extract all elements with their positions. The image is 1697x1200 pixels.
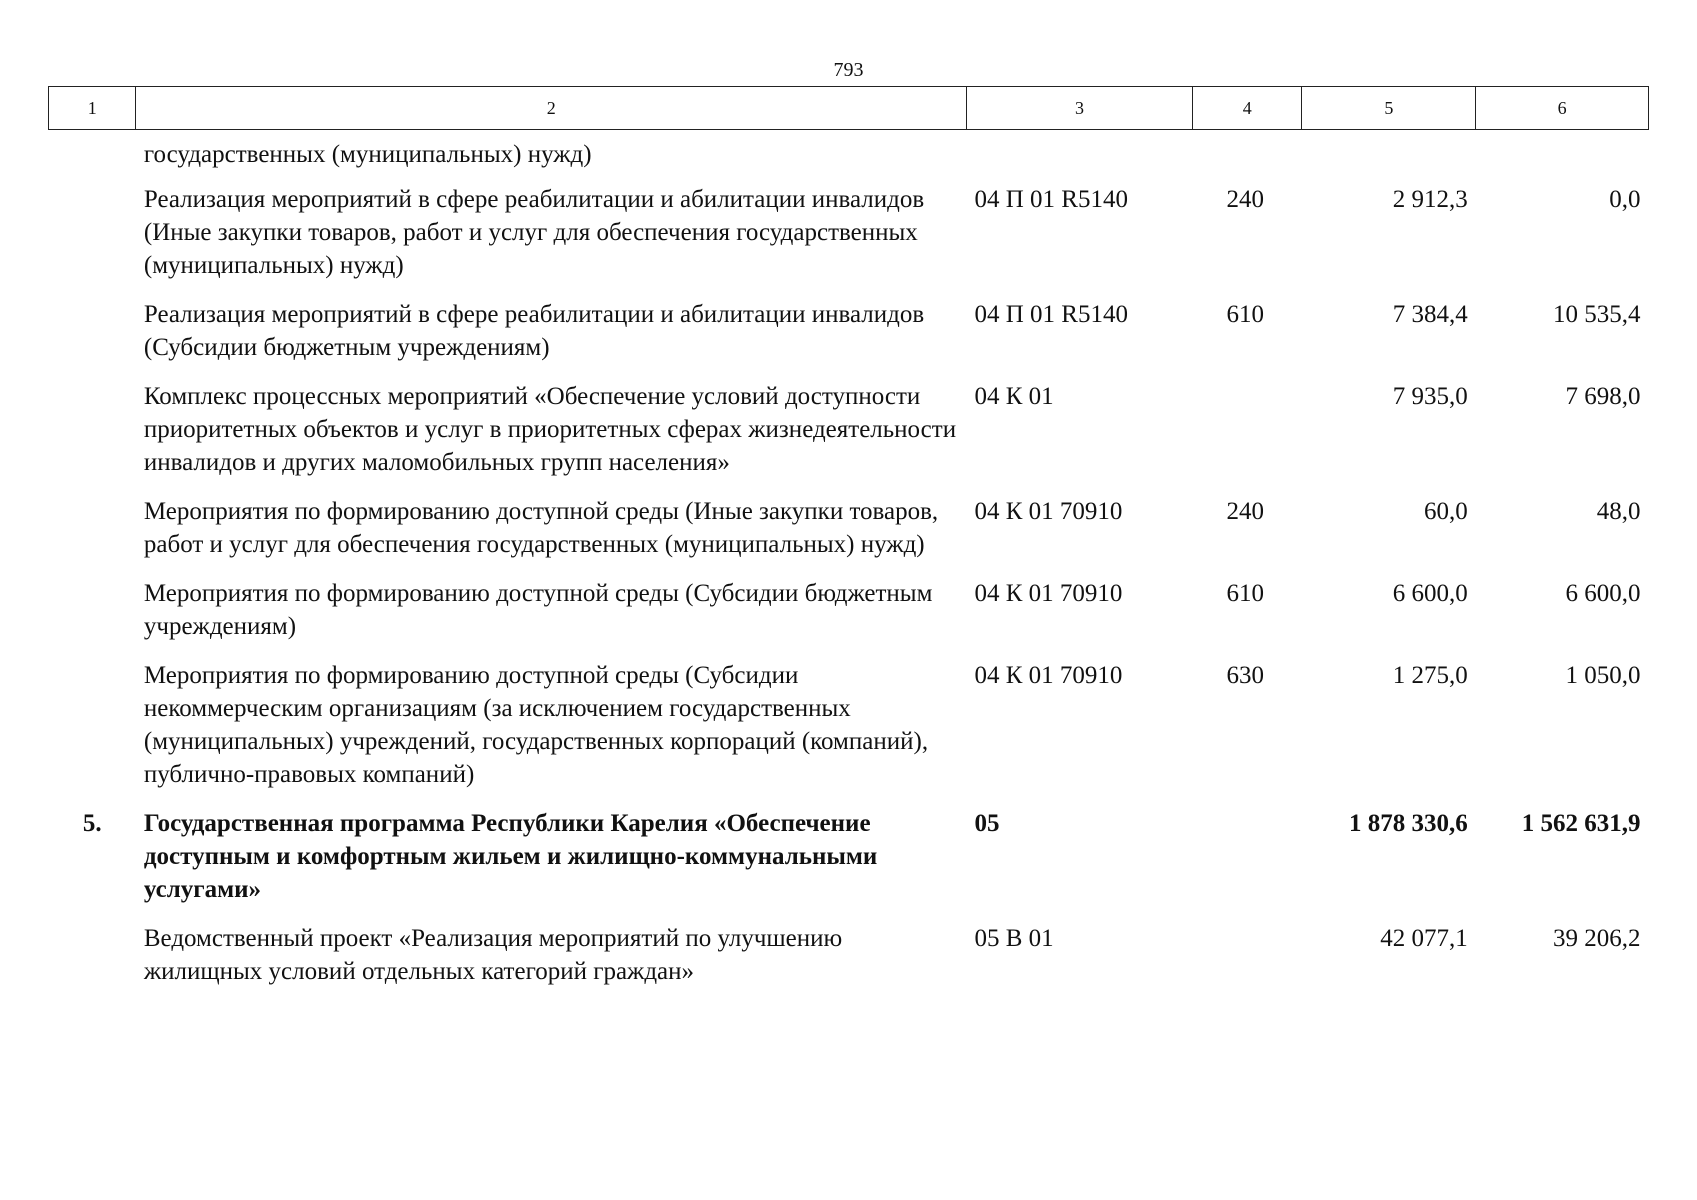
table-row bbox=[49, 298, 1649, 380]
row-expense-type bbox=[1192, 807, 1301, 922]
row-value-6: 7 698,0 bbox=[1565, 383, 1641, 410]
row-expense-type: 610 bbox=[1226, 580, 1264, 607]
budget-table bbox=[48, 86, 1649, 1004]
page-number: 793 bbox=[833, 59, 864, 81]
row-name: Мероприятия по формированию доступной среды (Субсидии бюджетным учреждениям) bbox=[143, 580, 933, 640]
row-number: 5. bbox=[82, 810, 102, 837]
row-value-5: 2 912,3 bbox=[1392, 186, 1468, 213]
row-name: Государственная программа Республики Карелия «Обеспечение доступным и комфортным жильем и жилищно-коммунальными услугами» bbox=[143, 810, 878, 903]
row-name: Комплекс процессных мероприятий «Обеспечение условий доступности приоритетных объектов и услуг в приоритетных сферах жизнедеятельности инвалидов и других маломобильных групп населения» bbox=[143, 383, 957, 476]
row-name: Мероприятия по формированию доступной среды (Иные закупки товаров, работ и услуг для обеспечения государственных (муниципальных) нужд) bbox=[143, 498, 939, 558]
row-number bbox=[49, 495, 136, 577]
row-number bbox=[49, 922, 136, 1004]
row-value-5: 7 935,0 bbox=[1392, 383, 1468, 410]
table-row bbox=[49, 495, 1649, 577]
row-value-5: 42 077,1 bbox=[1380, 925, 1468, 952]
row-code: 04 К 01 70910 bbox=[974, 580, 1123, 607]
row-value-5: 7 384,4 bbox=[1392, 301, 1468, 328]
row-code: 05 bbox=[974, 810, 1000, 837]
row-name: Мероприятия по формированию доступной среды (Субсидии некоммерческим организациям (за исключением государственных (муниципальных) учреждений, государственных корпораций (компаний), публично-правовых компаний) bbox=[143, 662, 929, 788]
row-value-6: 6 600,0 bbox=[1565, 580, 1641, 607]
row-expense-type: 610 bbox=[1226, 301, 1264, 328]
row-expense-type: 240 bbox=[1226, 498, 1264, 525]
table-row bbox=[49, 380, 1649, 495]
table-row bbox=[49, 183, 1649, 298]
row-value-6: 0,0 bbox=[1609, 186, 1641, 213]
table-header bbox=[49, 87, 1649, 130]
table-row bbox=[49, 922, 1649, 1004]
row-name: государственных (муниципальных) нужд) bbox=[143, 141, 592, 168]
header-row bbox=[49, 87, 1649, 130]
row-number bbox=[49, 183, 136, 298]
row-value-5: 6 600,0 bbox=[1392, 580, 1468, 607]
row-name: Реализация мероприятий в сфере реабилитации и абилитации инвалидов (Иные закупки товаров, работ и услуг для обеспечения государственных (муниципальных) нужд) bbox=[143, 186, 925, 279]
row-code: 04 К 01 70910 bbox=[974, 498, 1123, 525]
row-number bbox=[49, 298, 136, 380]
table-row-program bbox=[49, 807, 1649, 922]
table-row bbox=[49, 130, 1649, 184]
table-row bbox=[49, 577, 1649, 659]
header-col-2: 2 bbox=[136, 87, 967, 130]
row-value-5 bbox=[1302, 130, 1476, 184]
header-col-3: 3 bbox=[967, 87, 1193, 130]
row-value-5: 1 275,0 bbox=[1392, 662, 1468, 689]
header-col-6: 6 bbox=[1476, 87, 1649, 130]
row-value-6: 1 050,0 bbox=[1565, 662, 1641, 689]
row-expense-type: 630 bbox=[1226, 662, 1264, 689]
row-number bbox=[49, 577, 136, 659]
header-col-1: 1 bbox=[49, 87, 136, 130]
row-value-5: 60,0 bbox=[1423, 498, 1468, 525]
row-expense-type bbox=[1192, 130, 1301, 184]
row-value-5: 1 878 330,6 bbox=[1348, 810, 1468, 837]
row-value-6 bbox=[1476, 130, 1649, 184]
row-expense-type bbox=[1192, 922, 1301, 1004]
row-value-6: 1 562 631,9 bbox=[1521, 810, 1641, 837]
header-col-5: 5 bbox=[1302, 87, 1476, 130]
row-number bbox=[49, 659, 136, 807]
row-code: 04 П 01 R5140 bbox=[974, 301, 1128, 328]
row-name: Ведомственный проект «Реализация мероприятий по улучшению жилищных условий отдельных категорий граждан» bbox=[143, 925, 843, 985]
row-code: 04 П 01 R5140 bbox=[974, 186, 1128, 213]
row-value-6: 10 535,4 bbox=[1553, 301, 1641, 328]
row-number bbox=[49, 130, 136, 184]
row-expense-type: 240 bbox=[1226, 186, 1264, 213]
row-value-6: 48,0 bbox=[1596, 498, 1641, 525]
header-col-4: 4 bbox=[1192, 87, 1301, 130]
row-name: Реализация мероприятий в сфере реабилитации и абилитации инвалидов (Субсидии бюджетным учреждениям) bbox=[143, 301, 925, 361]
table-row bbox=[49, 659, 1649, 807]
row-value-6: 39 206,2 bbox=[1553, 925, 1641, 952]
row-expense-type bbox=[1192, 380, 1301, 495]
row-code bbox=[967, 130, 1193, 184]
row-code: 04 К 01 bbox=[974, 383, 1054, 410]
table-body bbox=[49, 130, 1649, 1005]
row-code: 05 В 01 bbox=[974, 925, 1054, 952]
row-number bbox=[49, 380, 136, 495]
row-code: 04 К 01 70910 bbox=[974, 662, 1123, 689]
